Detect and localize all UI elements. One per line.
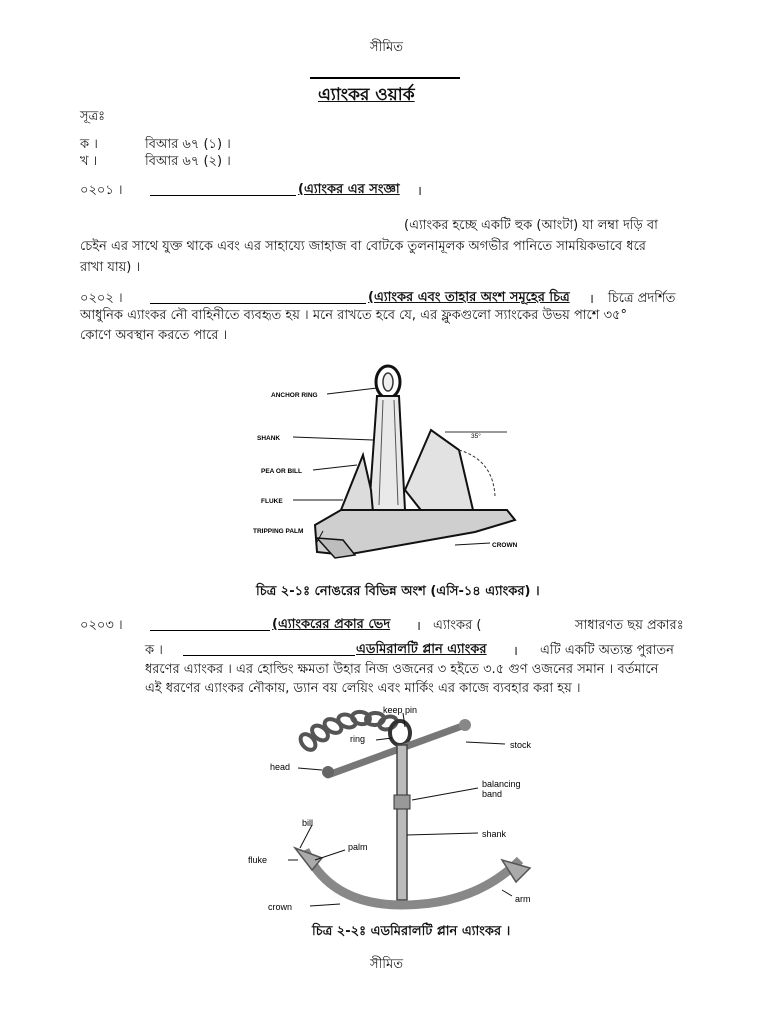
label-band: band [482, 789, 503, 799]
section-heading: (এ্যাংকর এবং তাহার অংশ সমূহের চিত্র [368, 290, 570, 305]
source-item: বিআর ৬৭ (১) । [145, 137, 231, 152]
sources-label: সূত্রঃ [80, 109, 106, 124]
figure-caption: চিত্র ২-১ঃ নোঙরের বিভিন্ন অংশ (এসি-১৪ এ্যাংকর) । [256, 584, 540, 599]
arms-shape [305, 850, 520, 905]
paragraph-line: এই ধরণের এ্যাংকর নৌকায়, ড্যান বয় লেয়িং এবং মার্কিং এর কাজে ব্যবহার করা হয় । [145, 681, 581, 696]
paragraph-line: রাখা যায়) । [80, 260, 141, 275]
label-keep-pin: keep pin [383, 705, 418, 715]
paragraph-text: এ্যাংকর ( [433, 618, 482, 633]
paragraph-line: ধরণের এ্যাংকর । এর হোল্ডিং ক্ষমতা উহার নিজ ওজনের ৩ হইতে ৩.৫ গুণ ওজনের সমান । বর্তমানে [145, 662, 659, 677]
section-heading: (এ্যাংকরের প্রকার ভেদ [272, 617, 391, 632]
label-palm: palm [348, 842, 368, 852]
paragraph-line: চিত্রে প্রদর্শিত [608, 291, 676, 306]
label-tripping-palm: TRIPPING PALM [253, 528, 304, 535]
title-rule [310, 77, 460, 79]
blank-line [150, 630, 270, 631]
label-fluke: FLUKE [261, 498, 283, 505]
item-heading-end: । [513, 644, 518, 659]
blank-line [183, 655, 355, 656]
item-marker: ক । [145, 643, 163, 658]
blank-line [150, 303, 366, 304]
item-heading: এডমিরালটি প্লান এ্যাংকর [356, 642, 487, 657]
paragraph-line: চেইন এর সাথে যুক্ত থাকে এবং এর সাহায্যে জাহাজ বা বোটকে তুলনামূলক অগভীর পানিতে সাময়িকভাবে ধরে [80, 239, 646, 254]
section-heading-end: । [589, 292, 594, 307]
label-balancing: balancing [482, 779, 521, 789]
label-ring: ring [350, 734, 366, 744]
label-stock: stock [510, 740, 532, 750]
shank-shape [369, 396, 405, 510]
label-shank: shank [482, 829, 507, 839]
section-number: ০২০৩ । [80, 618, 123, 633]
section-heading: (এ্যাংকর এর সংজ্ঞা [298, 182, 400, 197]
section-heading-end: । [417, 184, 422, 199]
label-crown: crown [268, 902, 293, 912]
page-header-classification: সীমিত [370, 40, 403, 55]
label-anchor-ring: ANCHOR RING [271, 392, 318, 399]
source-marker: ক । [80, 137, 98, 152]
balancing-band-shape [394, 795, 410, 809]
label-pea-or-bill: PEA OR BILL [261, 468, 302, 475]
paragraph-text: সাধারণত ছয় প্রকারঃ [575, 618, 684, 633]
source-item: বিআর ৬৭ (২) । [145, 154, 231, 169]
section-number: ০২০২ । [80, 291, 123, 306]
paragraph-line: কোণে অবস্থান করতে পারে । [80, 328, 228, 343]
stock-end-ball [322, 766, 334, 778]
label-angle: 35° [471, 433, 481, 440]
source-marker: খ । [80, 154, 98, 169]
label-head: head [270, 762, 291, 772]
figure-admiralty-anchor [240, 700, 560, 920]
label-shank: SHANK [257, 435, 281, 442]
figure-caption: চিত্র ২-২ঃ এডমিরালটি প্লান এ্যাংকর । [312, 924, 511, 939]
ring-shape [390, 721, 410, 745]
chain-shape [298, 711, 399, 753]
label-fluke: fluke [248, 855, 268, 865]
paragraph-line: এটি একটি অত্যন্ত পুরাতন [540, 643, 674, 658]
label-bill: bill [302, 818, 314, 828]
section-number: ০২০১ । [80, 183, 123, 198]
page-footer-classification: সীমিত [370, 957, 403, 972]
section-heading-end: । [416, 619, 421, 634]
paragraph-line: (এ্যাংকর হচ্ছে একটি হুক (আংটা) যা লম্বা দড়ি বা [404, 218, 658, 233]
label-crown: CROWN [492, 542, 518, 549]
blank-line [150, 195, 296, 196]
figure-ac14-anchor [245, 360, 535, 575]
shank-shape [397, 745, 407, 900]
label-arm: arm [515, 894, 531, 904]
page-title: এ্যাংকর ওয়ার্ক [318, 85, 415, 105]
paragraph-line: আধুনিক এ্যাংকর নৌ বাহিনীতে ব্যবহৃত হয় । মনে রাখতে হবে যে, এর ফ্লুকগুলো স্যাংকের উভয় পাশে ৩৫° [80, 308, 627, 323]
